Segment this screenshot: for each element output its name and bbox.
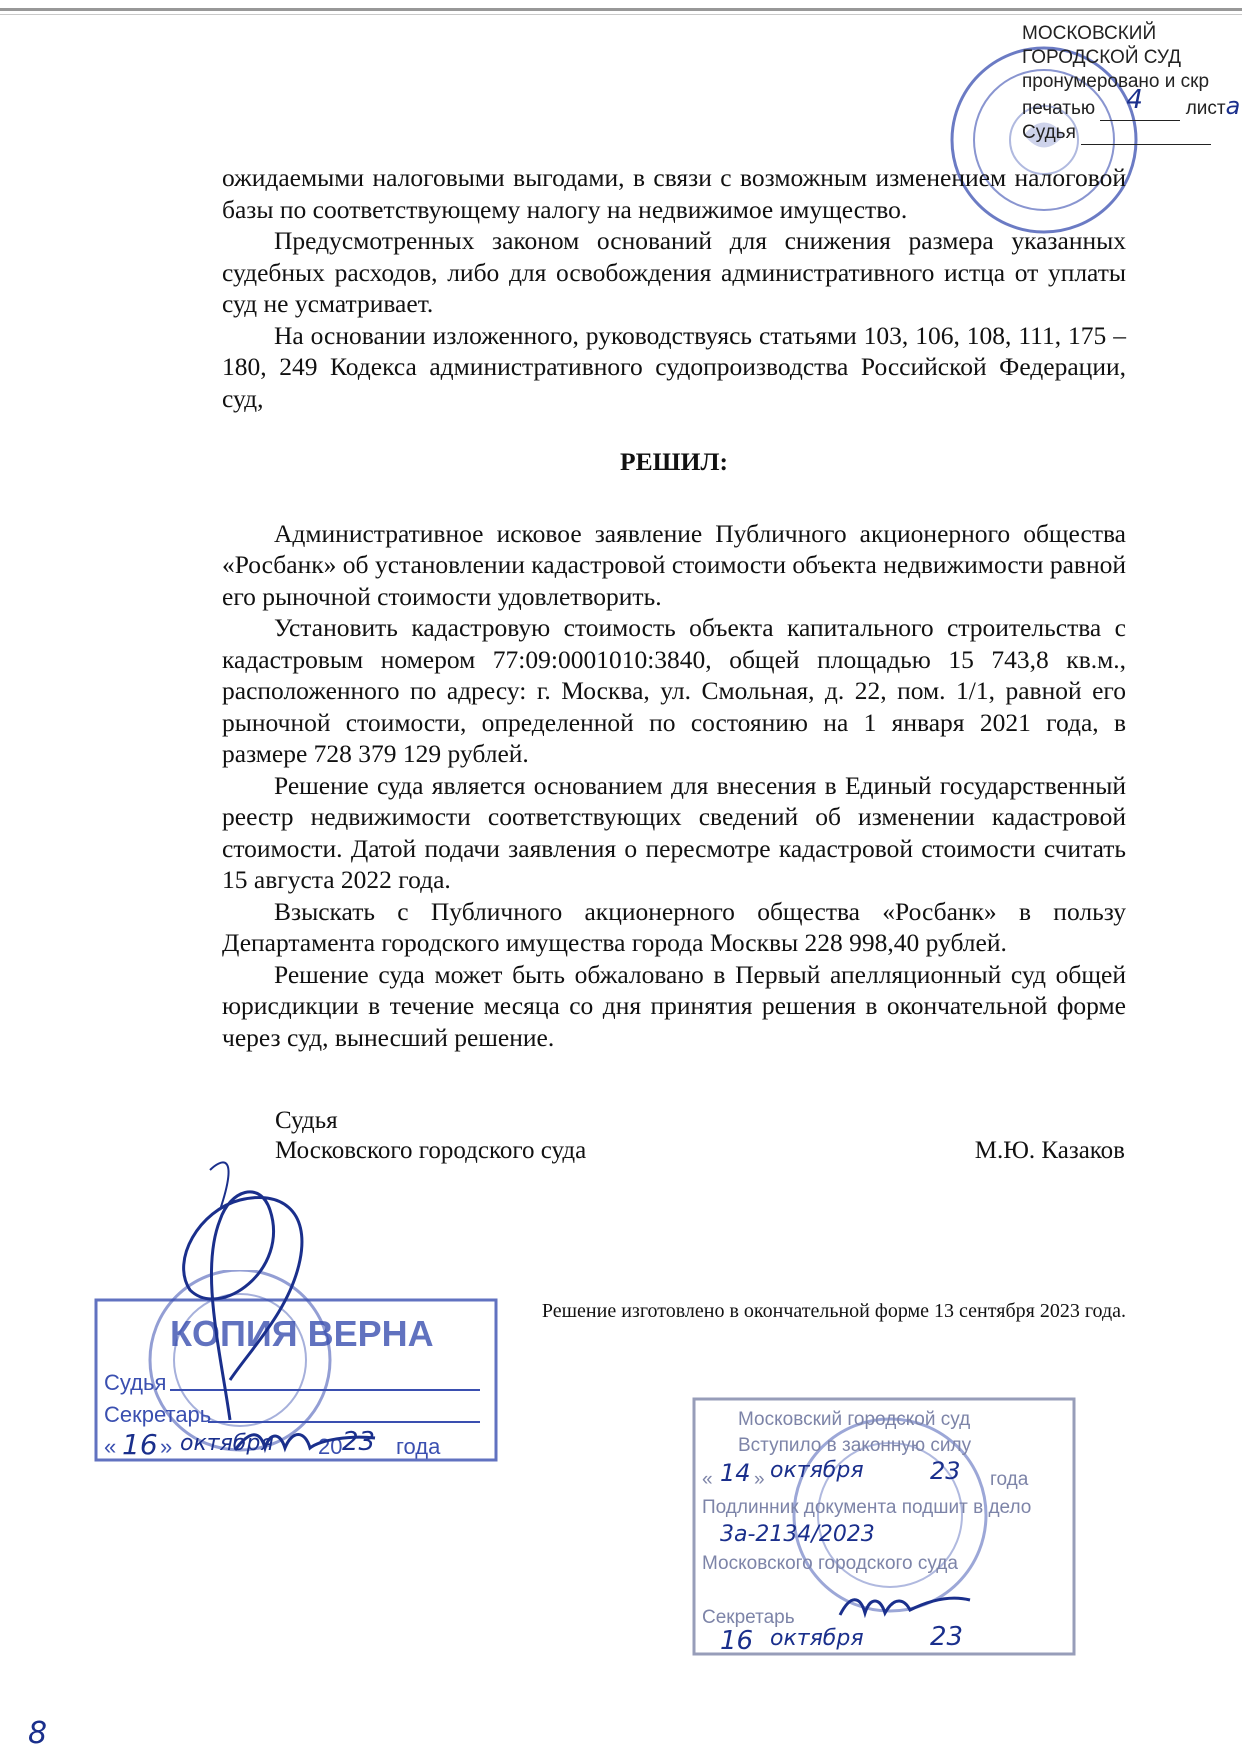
header-stamp-line4-prefix: печатью [1022,98,1096,119]
force-stamp-sig-year: 23 [930,1622,964,1652]
paragraph-cadastral-value: Установить кадастровую стоимость объекта капитального строительства с кадастровым номером 77:09:0001010:3840, общей площадью 15 743,8 кв.м., расположенного по адресу: г. Москва, ул. Смольная, д. 22, пом. 1/1, равной его рыночной стоимости, определенной по состоянию на 1 января 2021 года, в размере 728 379 129 рублей. [222,613,1126,768]
scan-top-edge [0,8,1242,11]
header-stamp-line3: пронумеровано и скр [1022,71,1210,92]
force-stamp-year: 23 [930,1457,961,1485]
copy-stamp-title: КОПИЯ ВЕРНА [170,1313,434,1354]
signature-title2: Московского городского суда [275,1137,587,1164]
sheet-count: 4 [1126,85,1143,115]
judge-signature [160,1150,380,1430]
force-stamp-line2: Вступило в законную силу [738,1435,972,1456]
document-body [222,162,1126,1053]
force-stamp-day: 14 [720,1459,751,1487]
signature-block [275,1106,1125,1166]
paragraph-appeal: Решение суда может быть обжаловано в Первый апелляционный суд общей юрисдикции в течение месяца со дня принятия решения в окончательной форме через суд, вынесший решение. [222,959,1126,1052]
copy-stamp-date-suffix: года [396,1434,441,1459]
paragraph-registry: Решение суда является основанием для внесения в Единый государственный реестр недвижимости соответствующих сведений об изменении кадастровой стоимости. Датой подачи заявления о пересмотре кадастровой стоимости считать 15 августа 2022 года. [222,770,1126,894]
copy-stamp-date-open: « [104,1434,117,1459]
copy-stamp-date-month: октября [180,1431,274,1456]
force-stamp-case-no: 3а-2134/2023 [720,1522,875,1547]
paragraph-continued: ожидаемыми налоговыми выгодами, в связи с возможным изменением налоговой базы по соответствующему налогу на недвижимое имущество. [222,163,1126,224]
force-stamp-date-close: » [754,1469,765,1490]
paragraph-satisfy: Административное исковое заявление Публичного акционерного общества «Росбанк» об установлении кадастровой стоимости объекта недвижимости равной его рыночной стоимости удовлетворить. [222,518,1126,611]
force-stamp-date-open: « [702,1469,713,1490]
header-stamp-judge-label: Судья [1022,122,1076,143]
signature-title1: Судья [275,1107,338,1134]
force-stamp-secretary: Секретарь [702,1607,795,1628]
paragraph-expenses: Предусмотренных законом оснований для снижения размера указанных судебных расходов, либо для освобождения административного истца от уплаты суд не усматривает. [222,226,1126,318]
copy-stamp-year-prefix: 20 [318,1434,343,1459]
force-stamp-line1: Московский городской суд [738,1409,971,1430]
force-stamp-date-suffix: года [990,1469,1029,1490]
decision-heading: РЕШИЛ: [620,447,728,476]
header-stamp-line4-suffix: лист [1185,98,1226,119]
header-stamp-line2: ГОРОДСКОЙ СУД [1022,47,1181,68]
copy-stamp-year: 23 [342,1427,376,1457]
copy-stamp-judge-label: Судья [104,1370,167,1395]
secretary-signature [230,1420,380,1460]
copy-stamp-date-day: 16 [122,1428,158,1461]
page-mark: 8 [28,1716,48,1751]
signature-name: М.Ю. Казаков [974,1137,1125,1164]
legal-force-stamp [690,1395,1080,1660]
header-stamp [1022,22,1242,145]
header-stamp-judge-line [1081,126,1211,145]
header-stamp-line1: МОСКОВСКИЙ [1022,23,1157,44]
copy-stamp-secretary-label: Секретарь [104,1402,212,1427]
paragraph-grounds: На основании изложенного, руководствуясь статьями 103, 106, 108, 111, 175 – 180, 249 Кодекса административного судопроизводства Российской Федерации, суд, [222,320,1126,413]
force-stamp-line4: Подлинник документа подшит в дело [702,1497,1032,1518]
force-stamp-sig-month: октября [770,1626,864,1651]
paragraph-recover: Взыскать с Публичного акционерного общества «Росбанк» в пользу Департамента городского имущества города Москвы 228 998,40 рублей. [222,896,1126,957]
final-form-note: Решение изготовлено в окончательной форме 13 сентября 2023 года. [541,1300,1126,1322]
force-stamp-month: октября [770,1458,864,1483]
sheet-count-ending: а [1225,92,1241,120]
copy-stamp-date-close: » [160,1434,173,1459]
force-stamp-line6: Московского городского суда [702,1553,958,1574]
scan-top-edge-line [0,14,1242,15]
force-stamp-sig-day: 16 [720,1626,754,1656]
